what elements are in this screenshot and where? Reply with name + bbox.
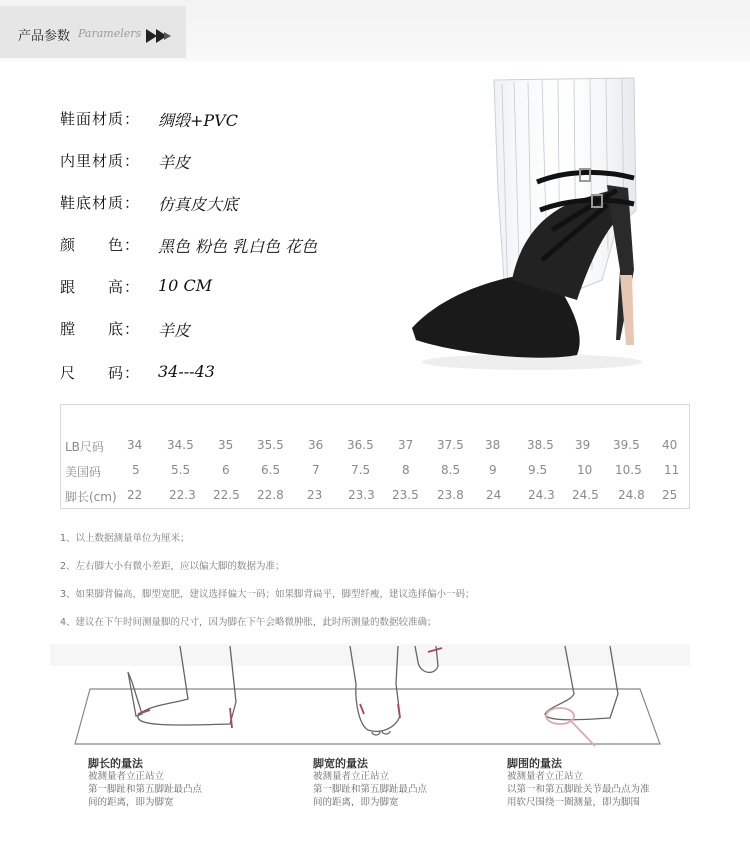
- measure-length-caption: [88, 757, 202, 809]
- spec-label: 尺 码：: [60, 364, 141, 382]
- row-header: LB尺码: [65, 440, 104, 454]
- size-cell: 6.5: [261, 463, 281, 477]
- spec-value: 仿真皮大底: [158, 195, 239, 214]
- measure-line: 以第一和第五脚趾关节最凸点为准: [507, 784, 650, 795]
- note-item: 4、建议在下午时间测量脚的尺寸，因为脚在下午会略微肿胀，此时所测量的数据较准确；: [60, 617, 437, 628]
- size-cell: 22.3: [169, 488, 196, 502]
- measure-line: 用软尺围绕一圈测量，即为脚围: [507, 797, 641, 808]
- spec-value: 羊皮: [158, 153, 191, 172]
- spec-value: 10 CM: [158, 276, 213, 295]
- size-cell: 23.5: [392, 488, 419, 502]
- measure-line: 被测量者立正站立: [507, 771, 584, 782]
- spec-label: 颜 色：: [60, 236, 141, 254]
- spec-value: 绸缎+PVC: [158, 111, 238, 130]
- spec-value: 34---43: [158, 362, 215, 381]
- spec-label: 鞋面材质：: [60, 110, 141, 128]
- measure-girth-caption: [507, 757, 650, 809]
- size-cell: 39: [575, 438, 591, 452]
- row-header: 美国码: [65, 465, 102, 479]
- size-cell: 22.8: [257, 488, 284, 502]
- size-cell: 36: [308, 438, 324, 452]
- measure-line: 被测量者立正站立: [88, 771, 165, 782]
- measure-title: 脚围的量法: [507, 757, 562, 770]
- note-item: 2、左右脚大小有微小差距，应以偏大脚的数据为准；: [60, 561, 285, 572]
- spec-label: 内里材质：: [60, 152, 141, 170]
- size-cell: 8: [402, 463, 410, 477]
- size-cell: 6: [222, 463, 230, 477]
- spec-label: 鞋底材质：: [60, 194, 141, 212]
- size-cell: 7.5: [351, 463, 371, 477]
- size-row-length: [61, 488, 689, 508]
- shoe-product-image: [402, 70, 667, 380]
- measure-width-caption: [313, 757, 427, 809]
- measure-line: 第一脚趾和第五脚趾最凸点: [313, 784, 428, 795]
- spec-value: 黑色 粉色 乳白色 花色: [158, 237, 318, 256]
- size-table: [60, 404, 690, 509]
- size-cell: 23: [307, 488, 323, 502]
- measure-line: 被测量者立正站立: [313, 771, 390, 782]
- section-title: 产品参数: [18, 29, 71, 44]
- note-item: 1、以上数据测量单位为厘米；: [60, 533, 190, 544]
- size-cell: 37.5: [437, 438, 464, 452]
- size-cell: 36.5: [347, 438, 374, 452]
- size-cell: 10.5: [615, 463, 642, 477]
- size-row-lb: [61, 438, 689, 458]
- size-cell: 40: [662, 438, 678, 452]
- measure-title: 脚宽的量法: [313, 757, 368, 770]
- measure-title: 脚长的量法: [88, 757, 143, 770]
- size-cell: 22.5: [213, 488, 240, 502]
- note-item: 3、如果脚背偏高，脚型宽肥，建议选择偏大一码；如果脚背扁平，脚型纤瘦，建议选择偏小一码；: [60, 589, 475, 600]
- size-cell: 9.5: [528, 463, 548, 477]
- double-arrow-icon: [146, 29, 172, 43]
- size-cell: 8.5: [441, 463, 461, 477]
- size-cell: 38: [485, 438, 501, 452]
- size-cell: 7: [312, 463, 320, 477]
- section-header: [0, 6, 186, 58]
- size-cell: 25: [662, 488, 678, 502]
- size-cell: 23.8: [437, 488, 464, 502]
- row-header: 脚长(cm): [65, 490, 117, 504]
- measure-line: 第一脚趾和第五脚趾最凸点: [88, 784, 203, 795]
- size-cell: 39.5: [613, 438, 640, 452]
- size-cell: 34: [127, 438, 143, 452]
- size-cell: 34.5: [167, 438, 194, 452]
- measure-line: 间的距离，即为脚宽: [88, 797, 174, 808]
- size-cell: 5: [132, 463, 140, 477]
- section-subtitle: Paramelers: [78, 27, 142, 40]
- size-cell: 35: [218, 438, 234, 452]
- size-cell: 23.3: [348, 488, 375, 502]
- size-cell: 10: [577, 463, 593, 477]
- size-cell: 5.5: [171, 463, 191, 477]
- size-cell: 24.3: [528, 488, 555, 502]
- size-cell: 22: [127, 488, 143, 502]
- spec-label: 膛 底：: [60, 320, 141, 338]
- size-cell: 38.5: [527, 438, 554, 452]
- size-cell: 24.8: [618, 488, 645, 502]
- size-cell: 37: [398, 438, 414, 452]
- size-cell: 11: [664, 463, 680, 477]
- measure-line: 间的距离，即为脚宽: [313, 797, 399, 808]
- size-row-us: [61, 463, 689, 483]
- size-cell: 35.5: [257, 438, 284, 452]
- size-cell: 9: [489, 463, 497, 477]
- spec-value: 羊皮: [158, 321, 191, 340]
- size-cell: 24: [486, 488, 502, 502]
- size-cell: 24.5: [572, 488, 599, 502]
- spec-label: 跟 高：: [60, 278, 141, 296]
